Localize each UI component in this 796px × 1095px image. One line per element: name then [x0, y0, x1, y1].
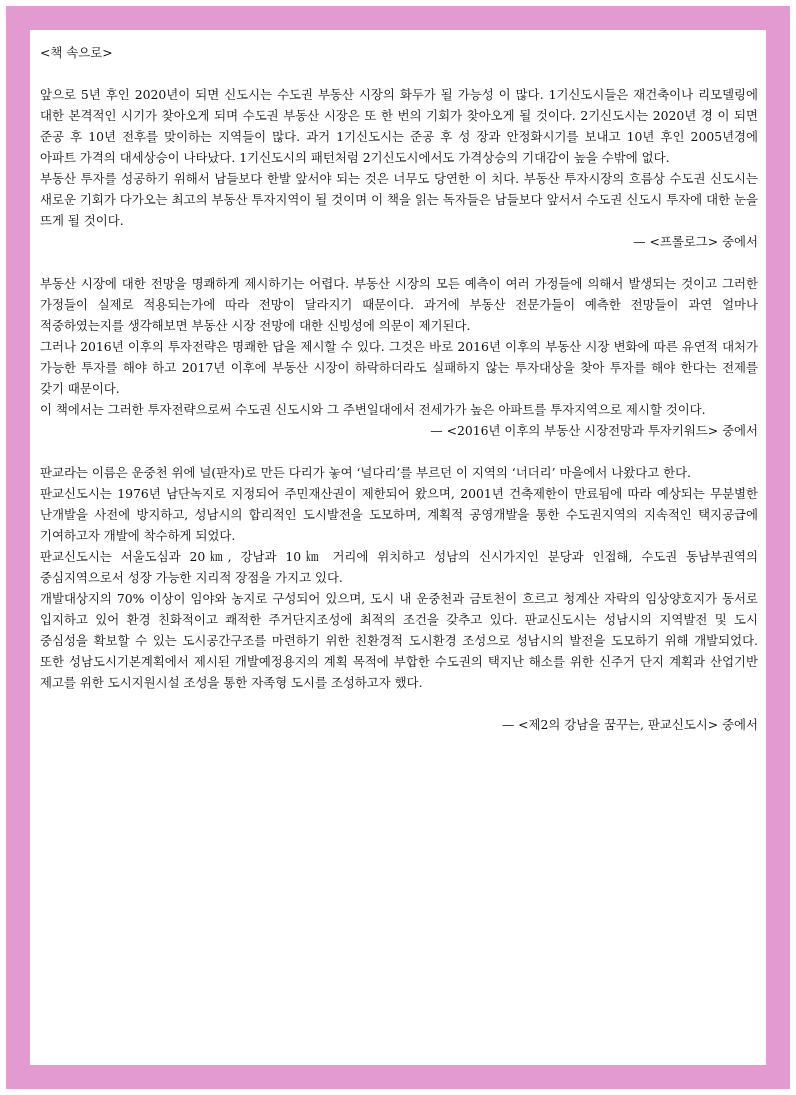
excerpt-prologue — [40, 84, 758, 252]
excerpt-source: — <프롤로그> 중에서 — [633, 234, 758, 249]
paragraph: 이 책에서는 그러한 투자전략으로써 수도권 신도시와 그 주변일대에서 전세가가 높은 아파트를 투자지역으로 제시할 것이다. — [40, 402, 706, 417]
paragraph: 판교신도시는 1976년 남단녹지로 지정되어 주민재산권이 제한되어 왔으며, 2001년 건축제한이 만료됨에 따라 예상되는 무분별한 난개발을 사전에 방지하고, 성남시의 합리적인 도시발전을 도모하며, 계획적 공영개발을 통한 수도권지역의 지속적인 택지공급에 기여하고자 개발에 착수하게 되었다. — [40, 486, 758, 543]
excerpt-source: — <2016년 이후의 부동산 시장전망과 투자키워드> 중에서 — [430, 423, 758, 438]
paragraph: 판교라는 이름은 운중천 위에 널(판자)로 만든 다리가 놓여 ‘널다리’를 부르던 이 지역의 ‘너더리’ 마을에서 나왔다고 한다. — [40, 465, 691, 480]
excerpt-market-outlook — [40, 273, 758, 441]
document-page — [30, 30, 766, 1065]
paragraph: 그러나 2016년 이후의 투자전략은 명쾌한 답을 제시할 수 있다. 그것은 바로 2016년 이후의 부동산 시장 변화에 따른 유연적 대처가 가능한 투자를 해야 하고 2017년 이후에 부동산 시장이 하락하더라도 실패하지 않는 투자대상을 찾아 투자를 해야 한다는 전제를 갖기 때문이다. — [40, 339, 758, 396]
paragraph: 부동산 시장에 대한 전망을 명쾌하게 제시하기는 어렵다. 부동산 시장의 모든 예측이 여러 가정들에 의해서 발생되는 것이고 그러한 가정들이 실제로 적용되는가에 따라 전망이 달라지기 때문이다. 과거에 부동산 전문가들이 예측한 전망들이 과연 얼마나 적중하였는지를 생각해보면 부동산 시장 전망에 대한 신빙성에 의문이 제기된다. — [40, 276, 758, 333]
paragraph: 앞으로 5년 후인 2020년이 되면 신도시는 수도권 부동산 시장의 화두가 될 가능성 이 많다. 1기신도시들은 재건축이나 리모델링에 대한 본격적인 시기가 찾아오게 되며 수도권 부동산 시장은 또 한 번의 기회가 찾아오게 될 것이다. 2기신도시는 2020년 경 이 되면 준공 후 10년 전후를 맞이하는 지역들이 많다. 과거 1기신도시는 준공 후 성 장과 안정화시기를 보내고 10년 후인 2005년경에 아파트 가격의 대세상승이 나타났다. 1기신도시의 패턴처럼 2기신도시에서도 가격상승의 기대감이 높을 수밖에 없다. — [40, 87, 758, 165]
excerpt-pangyo — [40, 462, 758, 735]
pink-border-frame — [6, 6, 790, 1089]
paragraph: 부동산 투자를 성공하기 위해서 남들보다 한발 앞서야 되는 것은 너무도 당연한 이 치다. 부동산 투자시장의 흐름상 수도권 신도시는 새로운 기회가 다가오는 최고의 부동산 투자지역이 될 것이며 이 책을 읽는 독자들은 남들보다 앞서서 수도권 신도시 투자에 대한 눈을 뜨게 될 것이다. — [40, 171, 758, 228]
paragraph: 개발대상지의 70% 이상이 임야와 농지로 구성되어 있으며, 도시 내 운중천과 금토천이 흐르고 청계산 자락의 임상양호지가 동서로 입지하고 있어 환경 친화적이고 쾌적한 주거단지조성에 최적의 조건을 갖추고 있다. 판교신도시는 성남시의 지역발전 및 도시 중심성을 확보할 수 있는 도시공간구조를 마련하기 위한 친환경적 도시환경 조성으로 성남시의 발전을 도모하기 위해 개발되었다. 또한 성남도시기본계획에서 제시된 개발예정용지의 계획 목적에 부합한 수도권의 택지난 해소를 위한 신주거 단지 계획과 산업기반 제고를 위한 도시지원시설 조성을 통한 자족형 도시를 조성하고자 했다. — [40, 591, 758, 690]
paragraph: 판교신도시는 서울도심과 20㎞, 강남과 10㎞ 거리에 위치하고 성남의 신시가지인 분당과 인접해, 수도권 동남부권역의 중심지역으로서 성장 가능한 지리적 장점을 가지고 있다. — [40, 549, 758, 585]
section-heading: <책 속으로> — [40, 45, 113, 60]
excerpt-source: — <제2의 강남을 꿈꾸는, 판교신도시> 중에서 — [501, 717, 758, 732]
